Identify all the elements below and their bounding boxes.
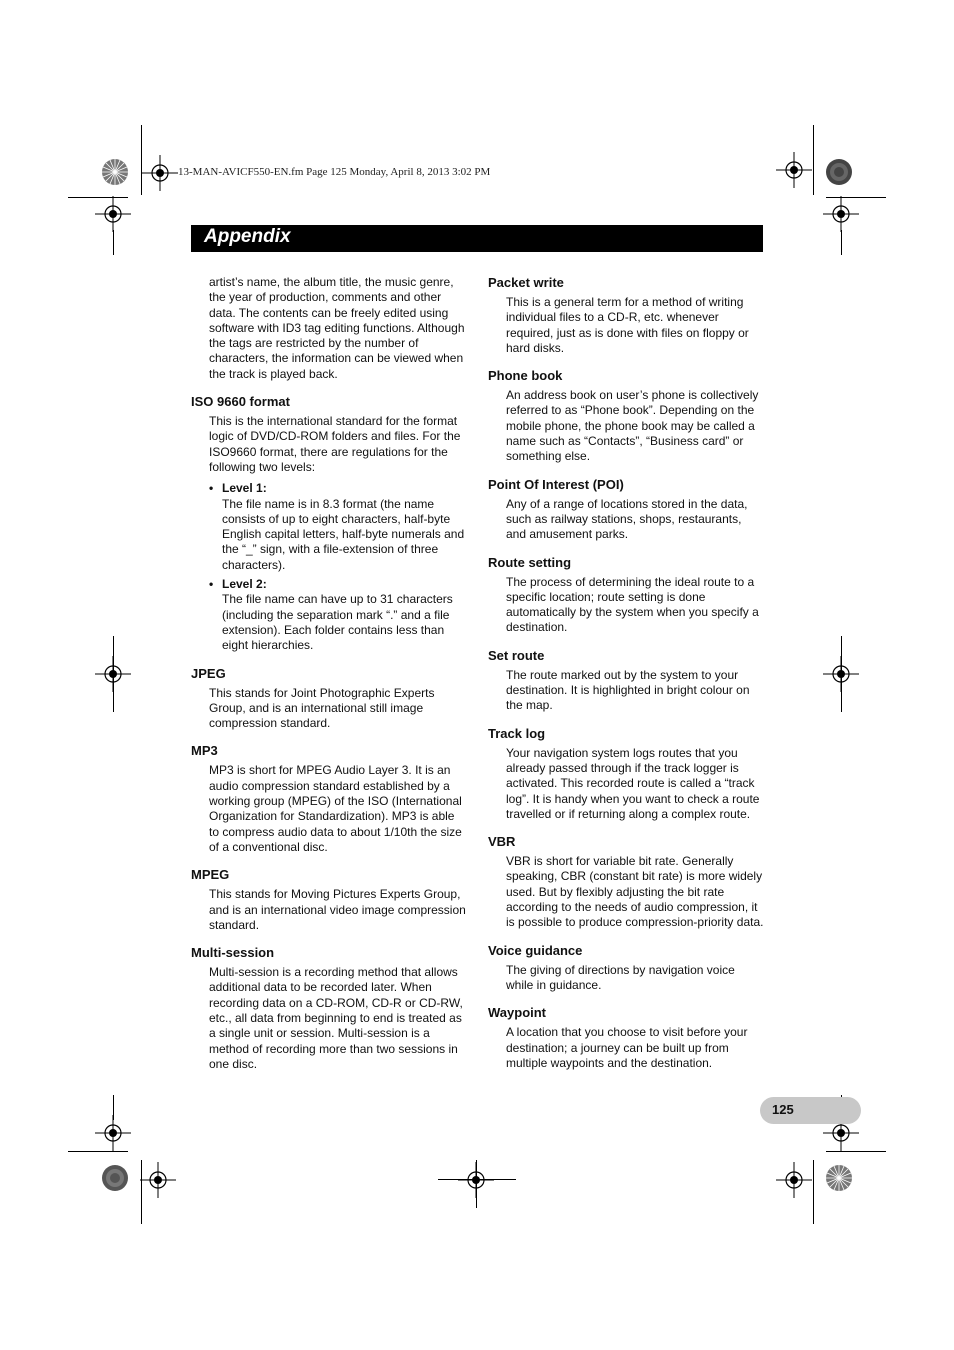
glossary-entry-multisession [191, 945, 467, 1072]
glossary-entry-mpeg [191, 867, 467, 933]
glossary-entry [488, 368, 764, 464]
glossary-entry-iso9660 [191, 394, 467, 653]
term-heading: JPEG [191, 665, 226, 681]
level-label: Level 2: [222, 577, 267, 592]
term-definition: Your navigation system logs routes that you already passed through if the track logger is activated. This recorded route is called a “track log”. It is handy when you want to check a route travelled or if returning along a complex route. [506, 745, 760, 821]
glossary-entry [488, 555, 764, 636]
term-definition: An address book on user’s phone is collectively referred to as “Phone book”. Depending on the mobile phone, the phone book may be called a name such as “Contacts”, “Business card” or something else. [506, 388, 759, 464]
term-definition: The process of determining the ideal route to a specific location; route setting is done automatically by the system when you specify a destination. [506, 574, 759, 635]
registration-target-icon [823, 196, 859, 232]
term-heading: MP3 [191, 743, 218, 759]
term-definition: This is a general term for a method of writing individual files to a CD-R, etc. whenever required, just as is done with files on floppy or hard disks. [506, 295, 749, 355]
section-banner [191, 225, 763, 252]
left-column [191, 273, 467, 1072]
level-text: The file name is in 8.3 format (the name consists of up to eight characters, half-byte English capital letters, half-byte numerals and the “_” sign, with a file-extension of three characters). [222, 496, 465, 572]
level-text: The file name can have up to 31 characters (including the separation mark “.” and a file extension). Each folder contains less than eight hierarchies. [222, 592, 453, 653]
level-list [209, 481, 467, 653]
starburst-icon [825, 1164, 853, 1192]
starburst-icon [101, 158, 129, 186]
starburst-icon [825, 158, 853, 186]
term-definition: The giving of directions by navigation voice while in guidance. [506, 962, 735, 992]
continued-paragraph: artist’s name, the album title, the music genre, the year of production, comments and other data. The contents can be freely edited using software with ID3 tag editing functions. Although the tags are restricted by the number of characters, the information can be viewed when the track is played back. [209, 275, 465, 381]
term-heading: Voice guidance [488, 942, 583, 958]
term-heading: ISO 9660 format [191, 394, 290, 410]
registration-target-icon [776, 152, 812, 188]
right-column [488, 273, 764, 1071]
glossary-entry [488, 1005, 764, 1071]
term-definition: This stands for Joint Photographic Experts Group, and is an international still image compression standard. [209, 685, 435, 731]
term-definition: VBR is short for variable bit rate. Generally speaking, CBR (constant bit rate) is more widely used. But by flexibly adjusting the bit rate according to the needs of audio compression, it is possible to produce compression-priority data. [506, 854, 764, 930]
term-heading: Set route [488, 647, 545, 663]
term-definition: The route marked out by the system to your destination. It is highlighted in bright colour on the map. [506, 667, 750, 713]
glossary-entry [488, 726, 764, 822]
registration-target-icon [458, 1162, 494, 1198]
glossary-entry-jpeg [191, 666, 467, 732]
bullet-icon: • [209, 577, 214, 592]
term-definition: This is the international standard for the format logic of DVD/CD-ROM folders and files. For the ISO9660 format, there are regulations for the following two levels: [209, 414, 461, 474]
registration-target-icon [823, 656, 859, 692]
bullet-icon: • [209, 481, 214, 496]
file-info-slug: 13-MAN-AVICF550-EN.fm Page 125 Monday, April 8, 2013 3:02 PM [178, 166, 491, 178]
glossary-entry [488, 834, 764, 930]
level-label: Level 1: [222, 481, 267, 496]
glossary-entry [488, 648, 764, 714]
glossary-entry [488, 275, 764, 356]
term-heading: Packet write [488, 275, 564, 290]
term-heading: Point Of Interest (POI) [488, 476, 624, 492]
registration-target-icon [140, 1162, 176, 1198]
term-definition: Any of a range of locations stored in the data, such as railway stations, shops, restaurants, and amusement parks. [506, 496, 748, 542]
glossary-entry [488, 943, 764, 994]
term-heading: Multi-session [191, 945, 275, 961]
term-heading: MPEG [191, 867, 230, 883]
starburst-icon [101, 1164, 129, 1192]
term-definition: A location that you choose to visit before your destination; a journey can be built up from multiple waypoints and the destination. [506, 1025, 748, 1070]
term-heading: Phone book [488, 368, 563, 384]
glossary-entry-mp3 [191, 743, 467, 855]
term-definition: Multi-session is a recording method that allows additional data to be recorded later. When recording data on a CD-ROM, CD-R or CD-RW, etc., all data from beginning to end is treated as a single unit or session. Multi-session is a method of recording more than two sessions in one disc. [209, 965, 463, 1071]
list-item [209, 577, 467, 653]
page-number: 125 [772, 1102, 794, 1117]
registration-target-icon [95, 196, 131, 232]
registration-target-icon [776, 1162, 812, 1198]
registration-target-icon [95, 1115, 131, 1151]
term-definition: This stands for Moving Pictures Experts Group, and is an international video image compression standard. [209, 887, 466, 932]
section-title: Appendix [204, 226, 291, 247]
page-number-tab [760, 1097, 861, 1124]
glossary-entry [488, 477, 764, 543]
term-heading: Track log [488, 725, 546, 741]
list-item [209, 481, 467, 573]
registration-target-icon [142, 155, 178, 191]
term-heading: Waypoint [488, 1005, 547, 1021]
registration-target-icon [95, 656, 131, 692]
term-definition: MP3 is short for MPEG Audio Layer 3. It is an audio compression standard established by a working group (MPEG) of the ISO (International Organization for Standardization). MP3 is able to compress audio data to about 1/10th the size of a conventional disc. [209, 763, 462, 854]
term-heading: Route setting [488, 554, 572, 570]
term-heading: VBR [488, 834, 516, 850]
